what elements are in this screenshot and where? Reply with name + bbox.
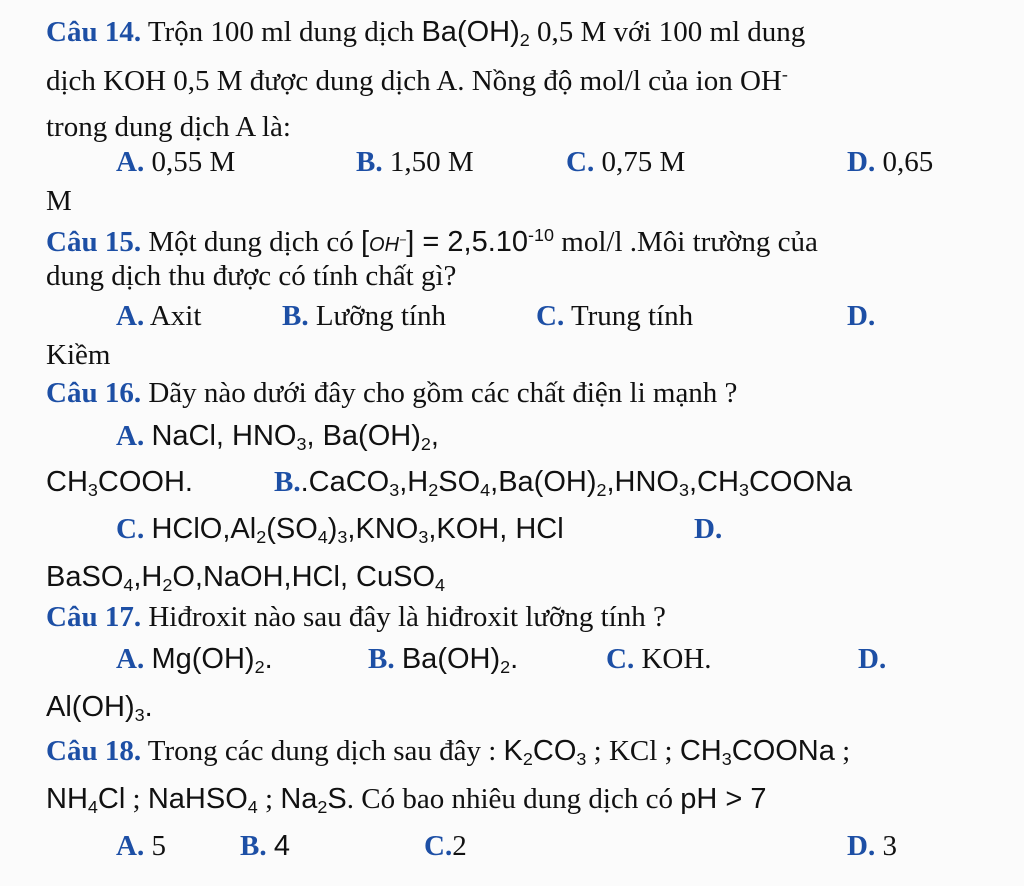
q14-text-1: Trộn 100 ml dung dịch $Ba(OH)_2$ 0,5 M với 100 ml dung — [147, 16, 806, 51]
q14-option-a[interactable]: A. 0,55 M — [116, 146, 236, 178]
q16-option-c[interactable]: C. $HClO,Al_2(SO_4)_3,KNO_3,KOH$, HCl — [116, 513, 564, 548]
q14-option-d[interactable]: D. 0,65 — [847, 146, 934, 178]
q18-line-2: $NH_4Cl$ ; NaHSO$_4$ ; $Na_2S$. Có bao nhiêu dung dịch có pH > 7 — [46, 783, 767, 818]
q16-option-a[interactable]: A. NaCl, $HNO_3$, $Ba(OH)_2$, — [116, 420, 439, 455]
q18-option-d[interactable]: D. 3 — [847, 830, 897, 862]
q14-option-c[interactable]: C. 0,75 M — [566, 146, 686, 178]
q15-label: Câu 15. — [46, 226, 142, 258]
q17-label: Câu 17. — [46, 601, 142, 633]
q16-option-b[interactable]: $B..CaCO_3,H_2SO_4,Ba(OH)_2,HNO_3,CH_3COONa$ — [274, 466, 853, 501]
q14-option-b[interactable]: B. 1,50 M — [356, 146, 474, 178]
q18-option-a[interactable]: A. 5 — [116, 830, 166, 862]
q16-line-1: Câu 16. Dãy nào dưới đây cho gồm các chất điện li mạnh ? — [46, 377, 738, 409]
q18-label: Câu 18. — [46, 735, 142, 767]
q16-option-a-wrap: $CH_3COOH$. — [46, 466, 193, 501]
q14-line-2: dịch KOH 0,5 M được dung dịch A. Nồng độ mol/l của ion OH- — [46, 64, 788, 97]
q17-option-c[interactable]: C. KOH. — [606, 643, 712, 675]
q16-option-d[interactable]: D. — [694, 513, 723, 545]
q15-option-b[interactable]: B. Lưỡng tính — [282, 300, 446, 332]
q18-option-b[interactable]: B. 4 — [240, 830, 290, 862]
q16-label: Câu 16. — [46, 377, 142, 409]
q17-option-d-wrap: $Al(OH)_3$. — [46, 691, 153, 726]
q15-option-a[interactable]: A. Axit — [116, 300, 202, 332]
q17-option-d[interactable]: D. — [858, 643, 887, 675]
q17-option-b[interactable]: B. $Ba(OH)_2$. — [368, 643, 519, 678]
q18-option-c[interactable]: C.2 — [424, 830, 467, 862]
q14-line-1 — [46, 16, 806, 51]
q15-line-2: dung dịch thu được có tính chất gì? — [46, 260, 457, 292]
q15-line-1: Câu 15. Một dung dịch có $[OH^-] = 2,5.10^{-10}$ mol/l .Môi trường của — [46, 225, 818, 258]
q14-label: Câu 14. — [46, 16, 142, 48]
q14-line-3: trong dung dịch A là: — [46, 111, 291, 143]
q18-line-1: Câu 18. Trong các dung dịch sau đây : $K_2CO_3$ ; KCl ; $CH_3COONa$ ; — [46, 735, 851, 770]
q16-option-d-wrap: $BaSO_4,H_2O,NaOH,HCl$, CuSO$_4$ — [46, 561, 446, 596]
q17-line-1: Câu 17. Hiđroxit nào sau đây là hiđroxit lưỡng tính ? — [46, 601, 666, 633]
q15-option-d-wrap: Kiềm — [46, 339, 111, 371]
cropped-top-edge — [0, 0, 1024, 6]
q15-option-c[interactable]: C. Trung tính — [536, 300, 694, 332]
q15-option-d[interactable]: D. — [847, 300, 876, 332]
q17-option-a[interactable]: A. $Mg(OH)_2$. — [116, 643, 273, 678]
q14-option-d-wrap: M — [46, 185, 72, 217]
